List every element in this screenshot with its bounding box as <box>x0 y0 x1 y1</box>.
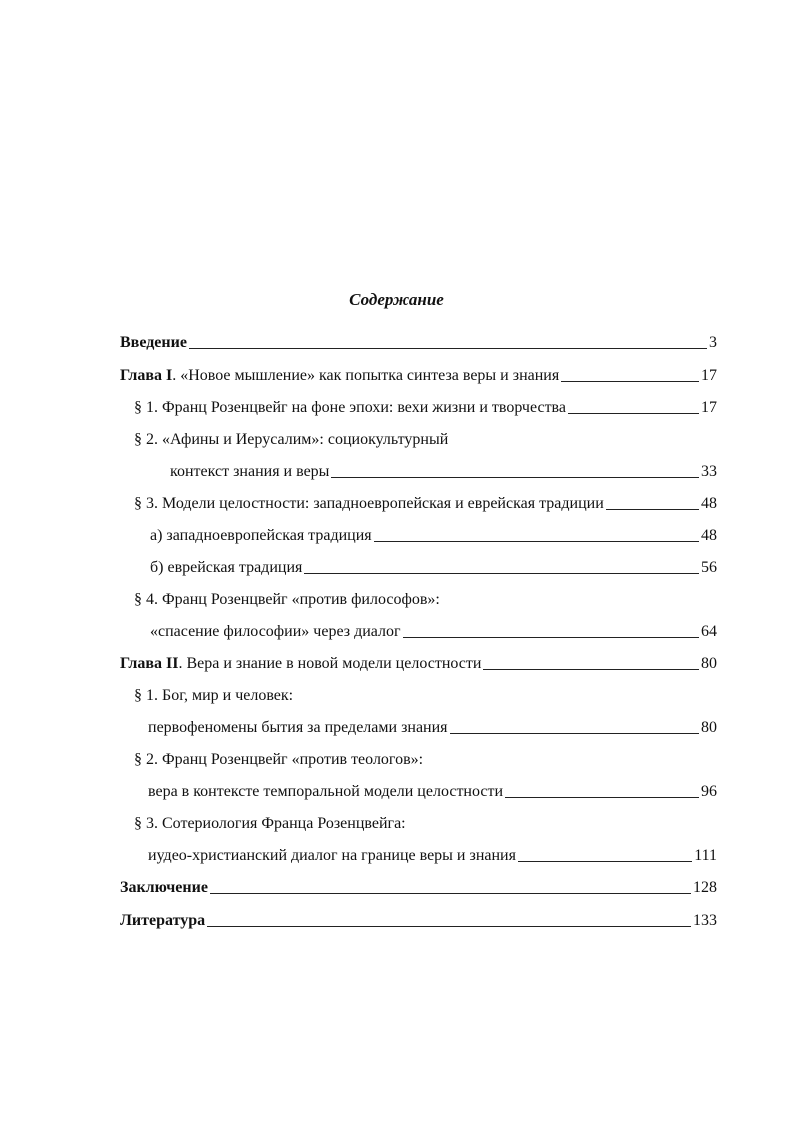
toc-label: контекст знания и веры <box>170 463 330 480</box>
toc-entry-ch2-s1[interactable] <box>120 682 717 706</box>
toc-leader <box>450 733 699 734</box>
toc-page: 56 <box>701 559 717 576</box>
toc-entry-chapter-1[interactable] <box>120 362 717 386</box>
toc-entry-ch1-s3[interactable] <box>120 490 717 514</box>
toc-entry-ch1-s2-cont[interactable] <box>120 458 717 482</box>
toc-leader <box>210 893 691 894</box>
toc-leader <box>561 381 699 382</box>
toc-page: 111 <box>694 847 717 864</box>
toc-entry-ch1-s3-a[interactable] <box>120 522 717 546</box>
toc-label: § 1. Франц Розенцвейг на фоне эпохи: вехи жизни и творчества <box>134 399 566 416</box>
toc-chapter-prefix: Глава I <box>120 367 173 384</box>
toc-label: § 4. Франц Розенцвейг «против философов»: <box>134 591 440 608</box>
toc-leader <box>374 541 699 542</box>
toc-label: § 1. Бог, мир и человек: <box>134 687 294 704</box>
toc-page: 64 <box>701 623 717 640</box>
toc-label: б) еврейская традиция <box>150 559 303 576</box>
toc-entry-literature[interactable] <box>120 907 717 931</box>
toc-page: 17 <box>701 367 717 384</box>
toc-leader <box>518 861 692 862</box>
toc-entry-ch1-s4-cont[interactable] <box>120 618 717 642</box>
toc-entry-ch2-s1-cont[interactable] <box>120 714 717 738</box>
toc-entry-introduction[interactable] <box>120 329 717 353</box>
toc-page: 48 <box>701 495 717 512</box>
page-title: Содержание <box>349 290 444 309</box>
toc-leader <box>403 637 699 638</box>
toc-leader <box>483 669 699 670</box>
toc-label: § 2. Франц Розенцвейг «против теологов»: <box>134 751 424 768</box>
toc-page: 33 <box>701 463 717 480</box>
toc-entry-conclusion[interactable] <box>120 874 717 898</box>
toc-page: 133 <box>693 912 717 929</box>
toc-entry-ch2-s2[interactable] <box>120 746 717 770</box>
toc-label: § 2. «Афины и Иерусалим»: социокультурный <box>134 431 449 448</box>
toc-label: § 3. Модели целостности: западноевропейская и еврейская традиции <box>134 495 604 512</box>
toc-label: . «Новое мышление» как попытка синтеза веры и знания <box>172 367 560 384</box>
toc-label: вера в контексте темпоральной модели целостности <box>148 783 504 800</box>
toc-page: 17 <box>701 399 717 416</box>
toc-leader <box>207 926 691 927</box>
toc-entry-ch2-s3[interactable] <box>120 810 717 834</box>
toc-label: Заключение <box>120 879 208 896</box>
toc-label: Введение <box>120 334 187 351</box>
toc-page: 3 <box>709 334 717 351</box>
toc-entry-ch1-s4[interactable] <box>120 586 717 610</box>
toc-entry-ch1-s2[interactable] <box>120 426 717 450</box>
toc-leader <box>189 348 707 349</box>
toc-entry-chapter-2[interactable] <box>120 650 717 674</box>
toc-entry-ch1-s1[interactable] <box>120 394 717 418</box>
toc-leader <box>331 477 699 478</box>
toc-entry-ch2-s3-cont[interactable] <box>120 842 717 866</box>
toc-page: 80 <box>701 655 717 672</box>
toc-page: 96 <box>701 783 717 800</box>
toc-entry-ch2-s2-cont[interactable] <box>120 778 717 802</box>
toc-page: 48 <box>701 527 717 544</box>
toc-label: а) западноевропейская традиция <box>150 527 372 544</box>
toc-entry-ch1-s3-b[interactable] <box>120 554 717 578</box>
toc-page: 80 <box>701 719 717 736</box>
toc-leader <box>606 509 699 510</box>
toc-label: . Вера и знание в новой модели целостности <box>178 655 482 672</box>
toc-chapter-prefix: Глава II <box>120 655 179 672</box>
toc-label: Литература <box>120 912 206 929</box>
toc-label: «спасение философии» через диалог <box>150 623 401 640</box>
toc-leader <box>304 573 699 574</box>
toc-leader <box>568 413 699 414</box>
toc-label: § 3. Сотериология Франца Розенцвейга: <box>134 815 406 832</box>
toc-page: 128 <box>693 879 717 896</box>
toc-leader <box>505 797 699 798</box>
toc-label: первофеномены бытия за пределами знания <box>148 719 448 736</box>
toc-label: иудео-христианский диалог на границе веры и знания <box>148 847 516 864</box>
